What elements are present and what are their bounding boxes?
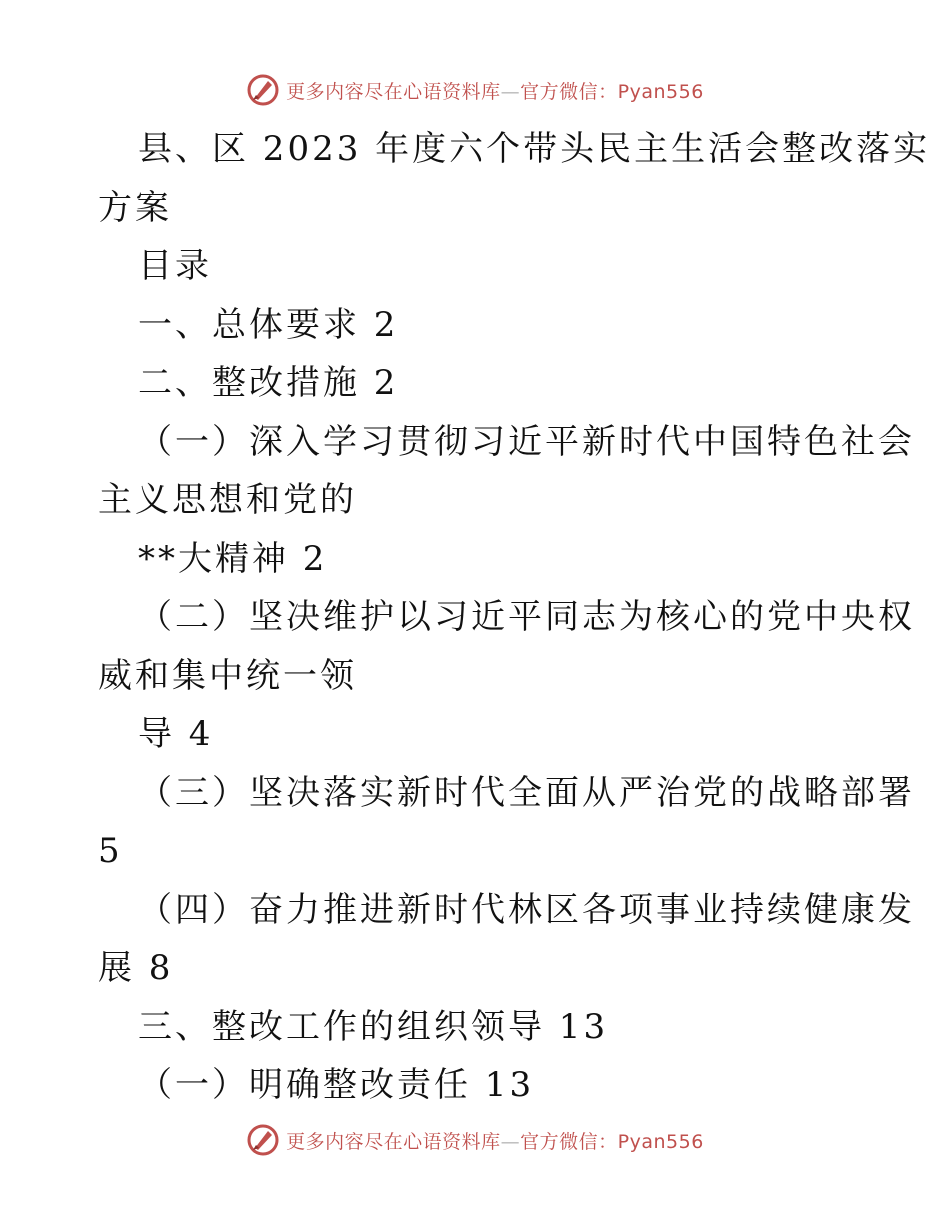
banner-main-text: 更多内容尽在心语资料库 — [286, 1130, 501, 1153]
toc-item: （一）深入学习贯彻习近平新时代中国特色社会 — [138, 421, 915, 462]
toc-item: （二）坚决维护以习近平同志为核心的党中央权 — [138, 597, 915, 637]
footer-banner — [0, 1120, 950, 1160]
banner-text — [286, 77, 704, 104]
banner-separator: — — [500, 80, 521, 103]
banner-main-text: 更多内容尽在心语资料库 — [286, 80, 501, 103]
document-body — [98, 120, 931, 1115]
toc-heading: 目录 — [138, 246, 212, 286]
toc-item: 三、整改工作的组织领导 13 — [138, 1006, 609, 1047]
toc-item-continuation: 导 4 — [138, 714, 214, 754]
banner-separator: — — [500, 1130, 521, 1153]
toc-item-continuation: 5 — [98, 831, 123, 871]
toc-item: 二、整改措施 2 — [138, 363, 399, 403]
toc-item: （三）坚决落实新时代全面从严治党的战略部署 — [138, 772, 915, 813]
quill-pen-logo-icon — [246, 1123, 280, 1157]
toc-item-continuation: 展 8 — [98, 948, 174, 988]
header-banner — [0, 70, 950, 110]
banner-text — [286, 1127, 704, 1154]
doc-title-line-2: 方案 — [98, 187, 172, 228]
toc-item: （四）奋力推进新时代林区各项事业持续健康发 — [138, 889, 915, 930]
toc-item: 一、总体要求 2 — [138, 304, 399, 345]
toc-item-continuation: 主义思想和党的 — [98, 480, 357, 520]
toc-item: （一）明确整改责任 13 — [138, 1065, 535, 1105]
toc-item-continuation: 威和集中统一领 — [98, 655, 357, 696]
banner-official-wechat: 官方微信：Pyan556 — [520, 1130, 704, 1153]
doc-title-line-1: 县、区 2023 年度六个带头民主生活会整改落实 — [138, 129, 931, 169]
banner-official-wechat: 官方微信：Pyan556 — [520, 80, 704, 103]
quill-pen-logo-icon — [246, 73, 280, 107]
toc-item-continuation: **大精神 2 — [138, 538, 328, 579]
